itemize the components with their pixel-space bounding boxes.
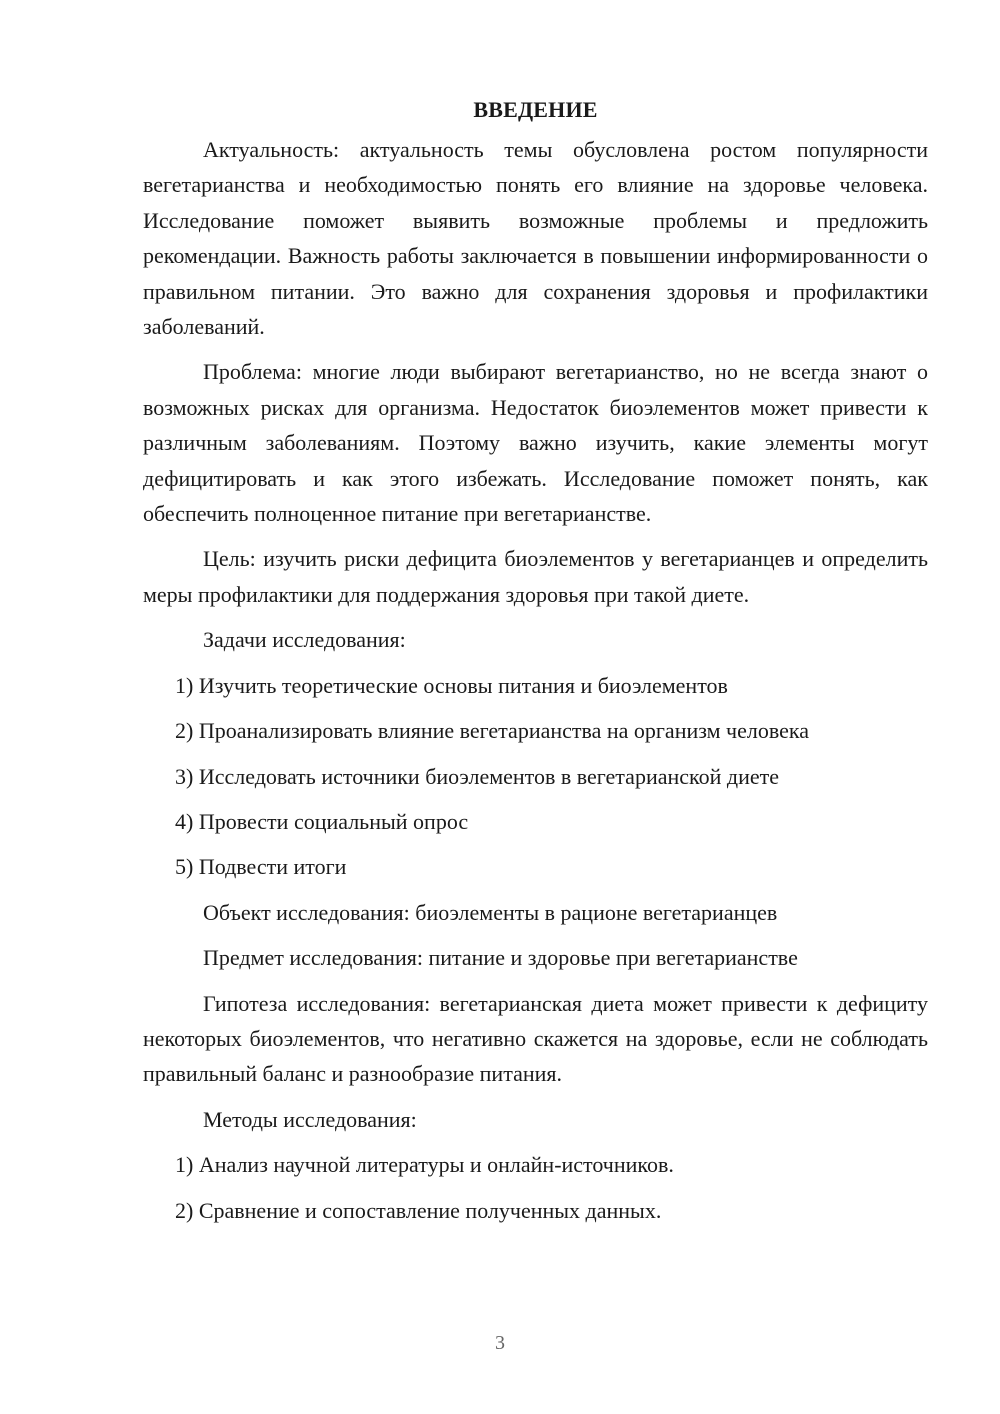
methods-heading: Методы исследования: (203, 1106, 417, 1132)
document-page (143, 92, 928, 1238)
task-item: 1) Изучить теоретические основы питания и биоэлементов (175, 672, 728, 698)
subject-paragraph: Предмет исследования: питание и здоровье при вегетарианстве (203, 945, 798, 971)
method-item: 1) Анализ научной литературы и онлайн-источников. (175, 1152, 674, 1178)
section-title: ВВЕДЕНИЕ (473, 97, 598, 122)
tasks-heading: Задачи исследования: (203, 627, 406, 653)
hypothesis-paragraph: Гипотеза исследования: вегетарианская диета может привести к дефициту некоторых биоэлементов, что негативно скажется на здоровье, если не соблюдать правильный баланс и разнообразие питания. (143, 990, 928, 1087)
task-item: 4) Провести социальный опрос (175, 808, 469, 834)
task-item: 3) Исследовать источники биоэлементов в вегетарианской диете (175, 763, 779, 789)
page-number: 3 (495, 1332, 505, 1354)
relevance-paragraph: Актуальность: актуальность темы обусловлена ростом популярности вегетарианства и необходимостью понять его влияние на здоровье человека. Исследование поможет выявить возможные проблемы и предложить рекомендации. Важность работы заключается в повышении информированности о правильном питании. Это важно для сохранения здоровья и профилактики заболеваний. (143, 137, 928, 340)
task-item: 2) Проанализировать влияние вегетарианства на организм человека (175, 718, 809, 744)
object-paragraph: Объект исследования: биоэлементы в рационе вегетарианцев (203, 899, 778, 925)
goal-paragraph: Цель: изучить риски дефицита биоэлементов у вегетарианцев и определить меры профилактики для поддержания здоровья при такой диете. (143, 546, 928, 607)
task-item: 5) Подвести итоги (175, 854, 347, 880)
method-item: 2) Сравнение и сопоставление полученных данных. (175, 1197, 662, 1223)
problem-paragraph: Проблема: многие люди выбирают вегетарианство, но не всегда знают о возможных рисках для организма. Недостаток биоэлементов может привести к различным заболеваниям. Поэтому важно изучить, какие элементы могут дефицитировать и как этого избежать. Исследование поможет понять, как обеспечить полноценное питание при вегетарианстве. (143, 359, 928, 527)
